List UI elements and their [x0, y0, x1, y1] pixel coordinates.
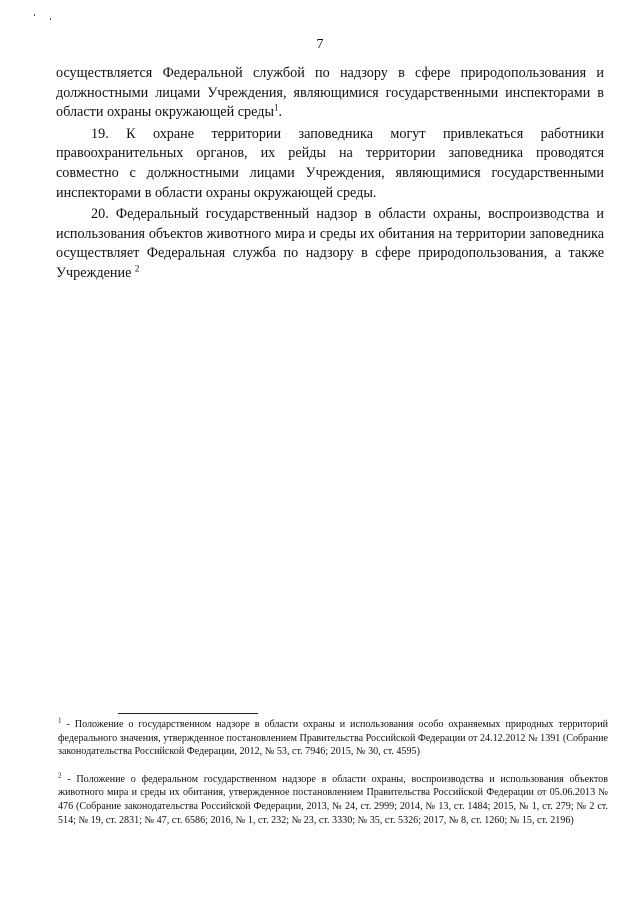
paragraph-text: осуществляется Федеральной службой по надзору в сфере природопользования и должностными лицами Учреждения, являющимися государственными инспекторами в области охраны окружающей среды	[56, 65, 604, 121]
footnote-mark: 1	[58, 716, 62, 725]
scan-speck	[34, 14, 35, 16]
footnote-2	[58, 773, 608, 827]
footnote-separator	[118, 713, 258, 714]
footnote-reference[interactable]: 2	[134, 263, 140, 274]
footnote-reference[interactable]: 1	[273, 102, 279, 113]
footnote-text: - Положение о федеральном государственном надзоре в области охраны, воспроизводства и использования объектов животного мира и среды их обитания, утвержденное постановлением Правительства Российской Федерации от 05.06.2013 № 476 (Собрание законодательства Российской Федерации, 2013, № 24, ст. 2999; 2014, № 13, ст. 1484; 2015, № 1, ст. 279; № 2 ст. 514; № 19, ст. 2831; № 47, ст. 6586; 2016, № 1, ст. 232; № 23, ст. 3330; № 35, ст. 5326; 2017, № 8, ст. 1260; № 15, ст. 2196)	[58, 773, 608, 826]
page-number: 7	[316, 37, 324, 52]
footnotes	[58, 718, 608, 841]
paragraph-tail: .	[278, 104, 283, 121]
paragraph-continuation	[56, 64, 604, 123]
body-text	[56, 64, 604, 286]
paragraph-text: 20. Федеральный государственный надзор в области охраны, воспроизводства и использования объектов животного мира и среды их обитания на территории заповедника осуществляет Федеральная служба по надзору в сфере природопользования, а также Учреждение	[56, 206, 604, 281]
footnote-1	[58, 718, 608, 759]
footnote-mark: 2	[58, 771, 62, 780]
paragraph-19	[56, 125, 604, 203]
footnote-text: - Положение о государственном надзоре в области охраны и использования особо охраняемых природных территорий федерального значения, утвержденное постановлением Правительства Российской Федерации от 24.12.2012 № 1391 (Собрание законодательства Российской Федерации, 2012, № 53, ст. 7946; 2015, № 30, ст. 4595)	[58, 719, 608, 758]
scan-speck	[50, 18, 51, 20]
paragraph-20	[56, 205, 604, 283]
paragraph-text: 19. К охране территории заповедника могут привлекаться работники правоохранительных органов, их рейды на территории заповедника проводятся совместно с должностными лицами Учреждения, являющимися государственными инспекторами в области охраны окружающей среды.	[56, 125, 604, 201]
